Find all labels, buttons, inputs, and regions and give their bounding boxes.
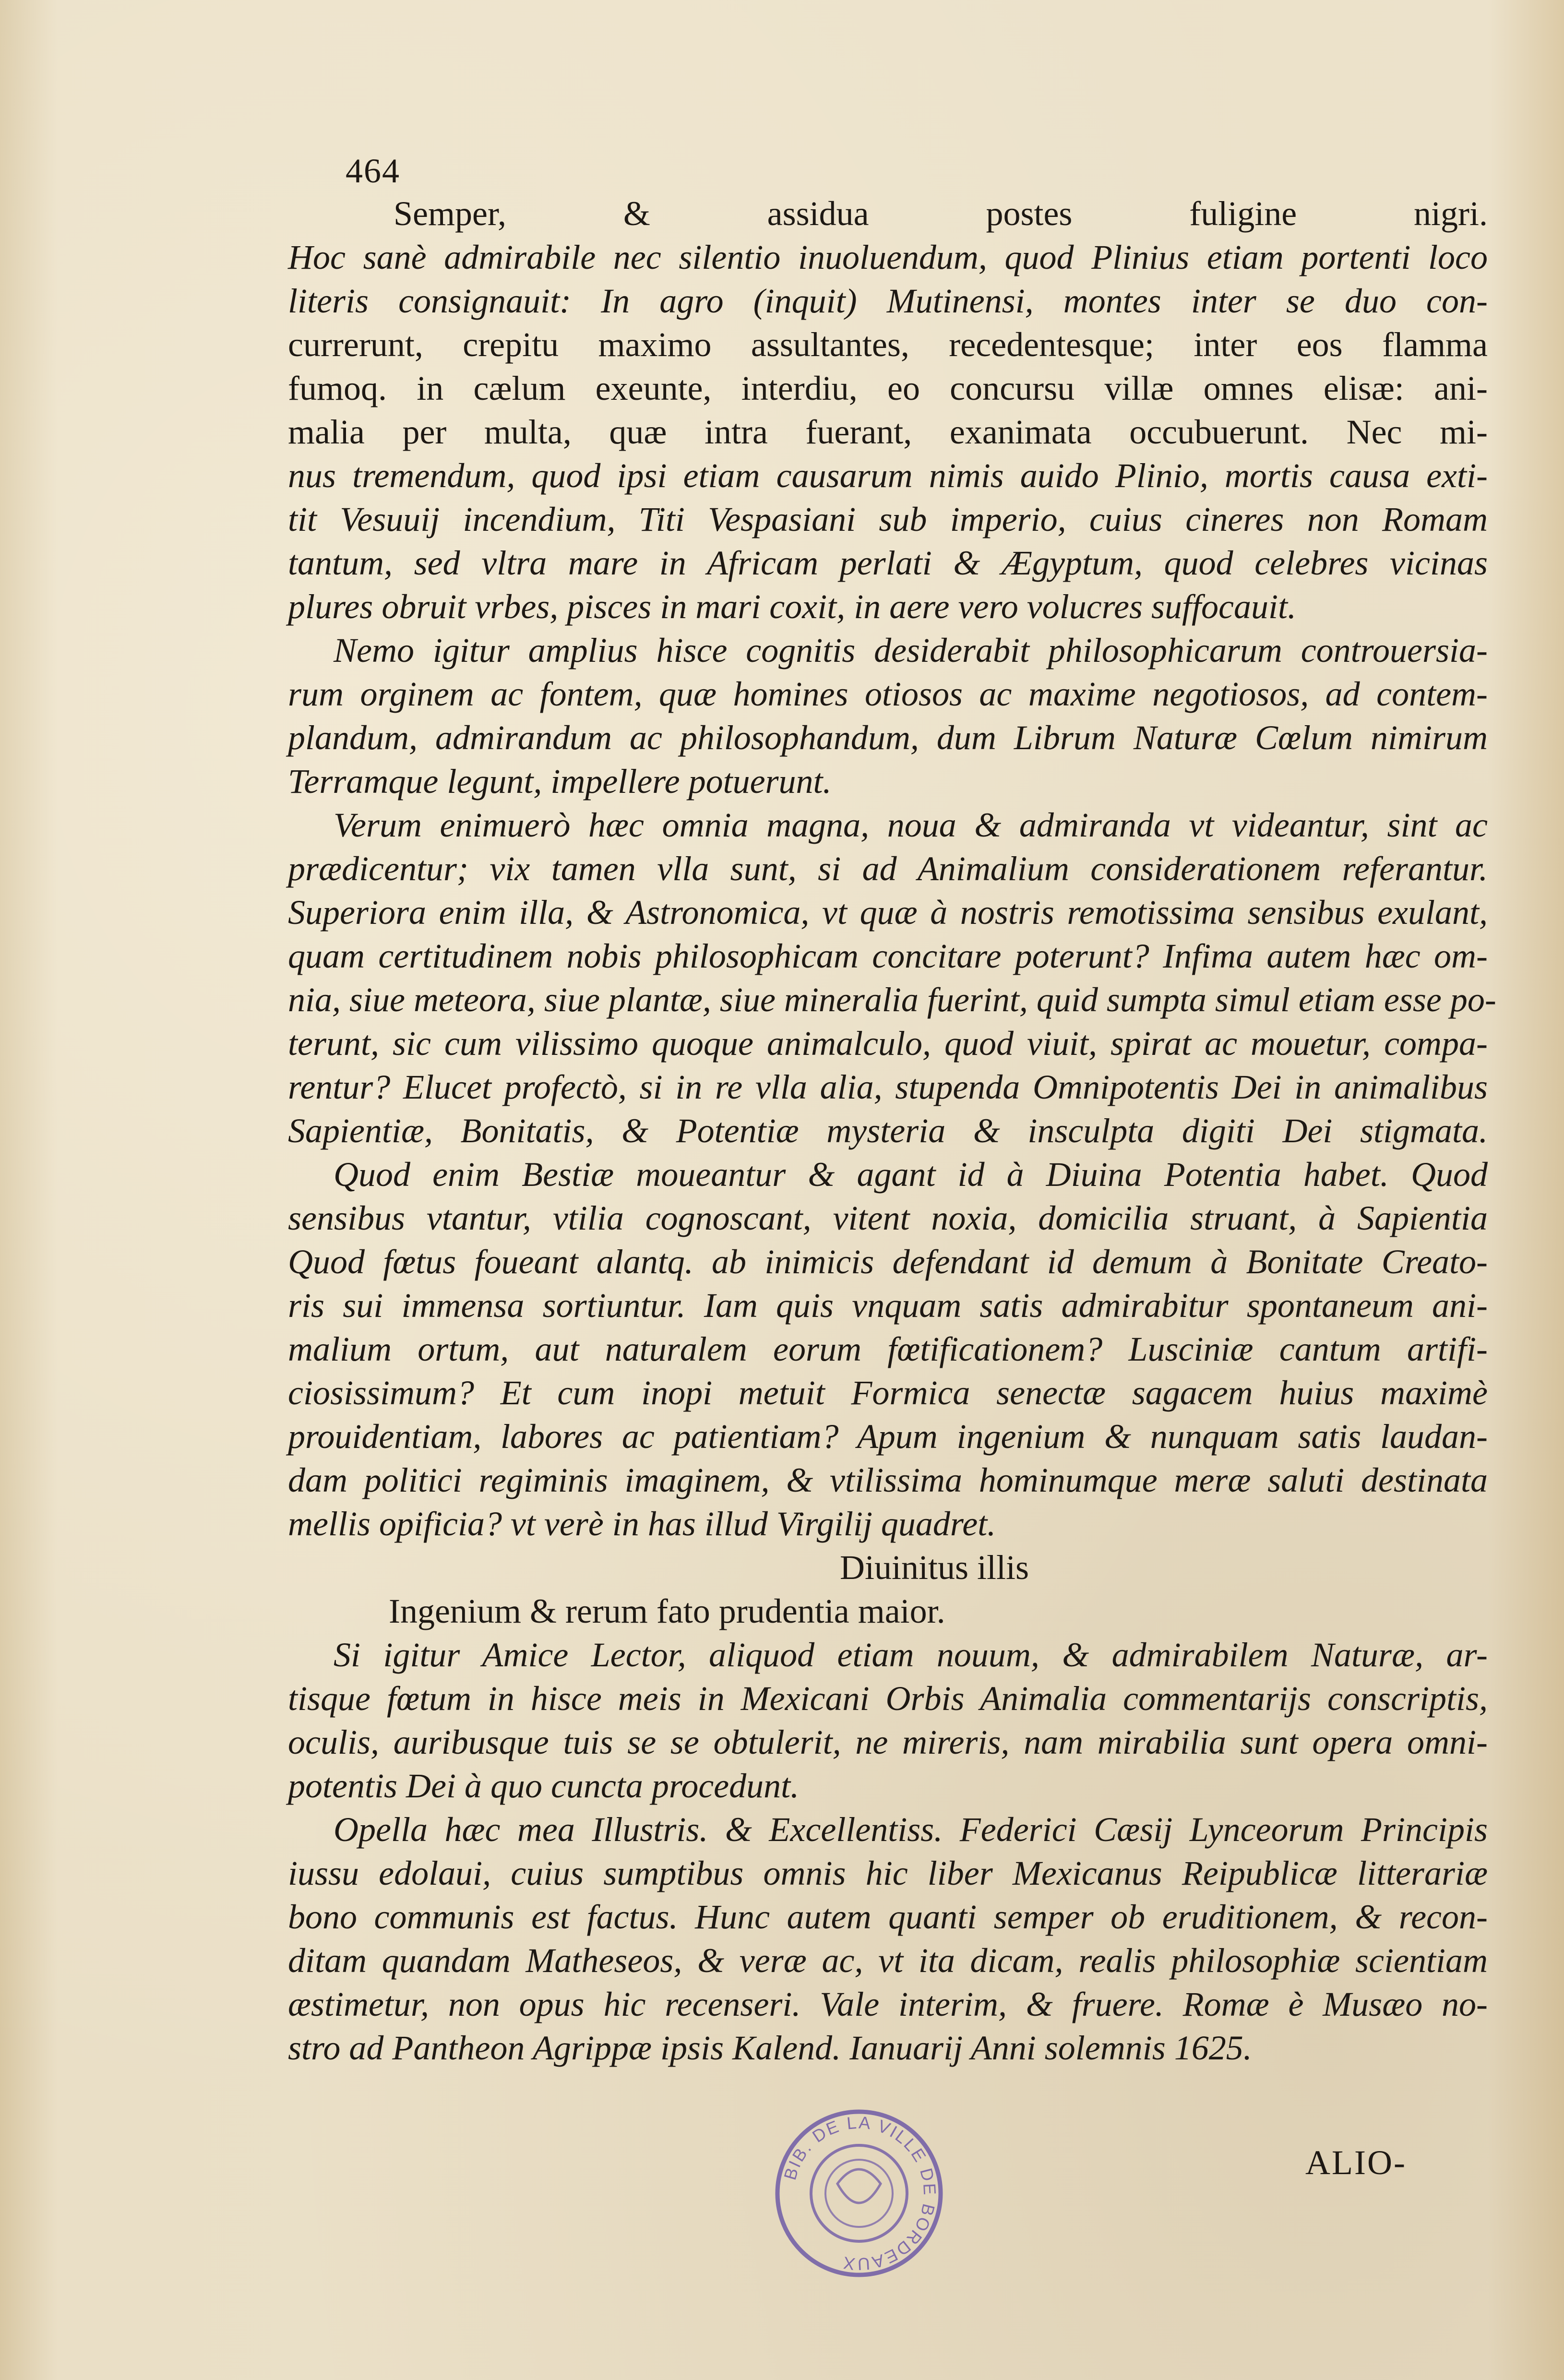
text-line: stro ad Pantheon Agrippæ ipsis Kalend. Ianuarij Anni solemnis 1625. bbox=[288, 2029, 1252, 2067]
page-number: 464 bbox=[346, 152, 400, 190]
text-line: tisque fœtum in hisce meis in Mexicani Orbis Animalia commentarijs conscriptis, bbox=[288, 1679, 1488, 1718]
text-line: Si igitur Amice Lector, aliquod etiam nouum, & admirabilem Naturæ, ar- bbox=[334, 1636, 1488, 1674]
text-line: Sapientiæ, Bonitatis, & Potentiæ mysteria & insculpta digiti Dei stigmata. bbox=[288, 1112, 1488, 1150]
text-line: fumoq. in cælum exeunte, interdiu, eo concursu villæ omnes elisæ: ani- bbox=[288, 369, 1488, 407]
text-line: literis consignauit: In agro (inquit) Mutinensi, montes inter se duo con- bbox=[288, 282, 1488, 320]
text-line: rum orginem ac fontem, quæ homines otiosos ac maxime negotiosos, ad contem- bbox=[288, 675, 1488, 713]
text-line: Ingenium & rerum fato prudentia maior. bbox=[389, 1592, 945, 1630]
text-line: tit Vesuuij incendium, Titi Vespasiani sub imperio, cuius cineres non Romam bbox=[288, 500, 1488, 538]
text-line: ris sui immensa sortiuntur. Iam quis vnquam satis admirabitur spontaneum ani- bbox=[288, 1286, 1488, 1325]
text-line: Quod fœtus foueant alantq. ab inimicis defendant id demum à Bonitate Creato- bbox=[288, 1243, 1488, 1281]
stamp-text: BIB. DE LA VILLE DE BORDEAUX bbox=[780, 2112, 940, 2274]
text-line: malia per multa, quæ intra fuerant, exanimata occubuerunt. Nec mi- bbox=[288, 413, 1488, 451]
text-line: plandum, admirandum ac philosophandum, dum Librum Naturæ Cœlum nimirum bbox=[288, 718, 1488, 757]
text-line: Terramque legunt, impellere potuerunt. bbox=[288, 762, 832, 801]
text-line: currerunt, crepitu maximo assultantes, recedentesque; inter eos flamma bbox=[288, 325, 1488, 364]
text-line: tantum, sed vltra mare in Africam perlati & Ægyptum, quod celebres vicinas bbox=[288, 544, 1488, 582]
text-line: Nemo igitur amplius hisce cognitis desiderabit philosophicarum controuersia- bbox=[334, 631, 1488, 670]
text-line: nus tremendum, quod ipsi etiam causarum nimis auido Plinio, mortis causa exti- bbox=[288, 456, 1488, 495]
text-line: Diuinitus illis bbox=[840, 1548, 1029, 1587]
text-line: dam politici regiminis imaginem, & vtilissima hominumque meræ saluti destinata bbox=[288, 1461, 1488, 1499]
text-line: Semper, & assidua postes fuligine nigri. bbox=[394, 194, 1488, 233]
text-line: Hoc sanè admirabile nec silentio inuoluendum, quod Plinius etiam portenti loco bbox=[288, 238, 1488, 276]
text-line: ditam quandam Matheseos, & veræ ac, vt ita dicam, realis philosophiæ scientiam bbox=[288, 1941, 1488, 1980]
text-line: potentis Dei à quo cuncta procedunt. bbox=[288, 1767, 800, 1805]
text-line: mellis opificia? vt verè in has illud Virgilij quadret. bbox=[288, 1505, 996, 1543]
text-line: quam certitudinem nobis philosophicam concitare poterunt? Infima autem hæc om- bbox=[288, 937, 1488, 975]
text-line: terunt, sic cum vilissimo quoque animalculo, quod viuit, spirat ac mouetur, compa- bbox=[288, 1024, 1488, 1063]
text-line: prædicentur; vix tamen vlla sunt, si ad Animalium considerationem referantur. bbox=[288, 849, 1488, 888]
text-line: iussu edolaui, cuius sumptibus omnis hic liber Mexicanus Reipublicæ litterariæ bbox=[288, 1854, 1488, 1892]
text-line: rentur? Elucet profectò, si in re vlla alia, stupenda Omnipotentis Dei in animalibus bbox=[288, 1068, 1488, 1106]
text-line: sensibus vtantur, vtilia cognoscant, vitent noxia, domicilia struant, à Sapientia bbox=[288, 1199, 1488, 1237]
text-line: Opella hæc mea Illustris. & Excellentiss. Federici Cæsij Lynceorum Principis bbox=[334, 1810, 1488, 1849]
text-line: Superiora enim illa, & Astronomica, vt quæ à nostris remotissima sensibus exulant, bbox=[288, 893, 1488, 932]
text-line: ciosissimum? Et cum inopi metuit Formica senectæ sagacem huius maximè bbox=[288, 1374, 1488, 1412]
text-line: prouidentiam, labores ac patientiam? Apum ingenium & nunquam satis laudan- bbox=[288, 1417, 1488, 1456]
text-line: æstimetur, non opus hic recenseri. Vale interim, & fruere. Romæ è Musæo no- bbox=[288, 1985, 1488, 2023]
text-line: Verum enimuerò hæc omnia magna, noua & admiranda vt videantur, sint ac bbox=[334, 806, 1488, 844]
library-stamp-icon bbox=[768, 2102, 950, 2284]
text-line: bono communis est factus. Hunc autem quanti semper ob eruditionem, & recon- bbox=[288, 1898, 1488, 1936]
main-text-block bbox=[288, 192, 1496, 2070]
catchword: ALIO- bbox=[1305, 2143, 1407, 2182]
text-line: oculis, auribusque tuis se se obtulerit, ne mireris, nam mirabilia sunt opera omni- bbox=[288, 1723, 1488, 1761]
text-line: nia, siue meteora, siue plantæ, siue mineralia fuerint, quid sumpta simul etiam esse po- bbox=[288, 981, 1496, 1019]
text-line: Quod enim Bestiæ moueantur & agant id à Diuina Potentia habet. Quod bbox=[334, 1155, 1488, 1194]
text-line: plures obruit vrbes, pisces in mari coxit, in aere vero volucres suffocauit. bbox=[288, 587, 1296, 626]
text-line: malium ortum, aut naturalem eorum fœtificationem? Lusciniæ cantum artifi- bbox=[288, 1330, 1488, 1368]
